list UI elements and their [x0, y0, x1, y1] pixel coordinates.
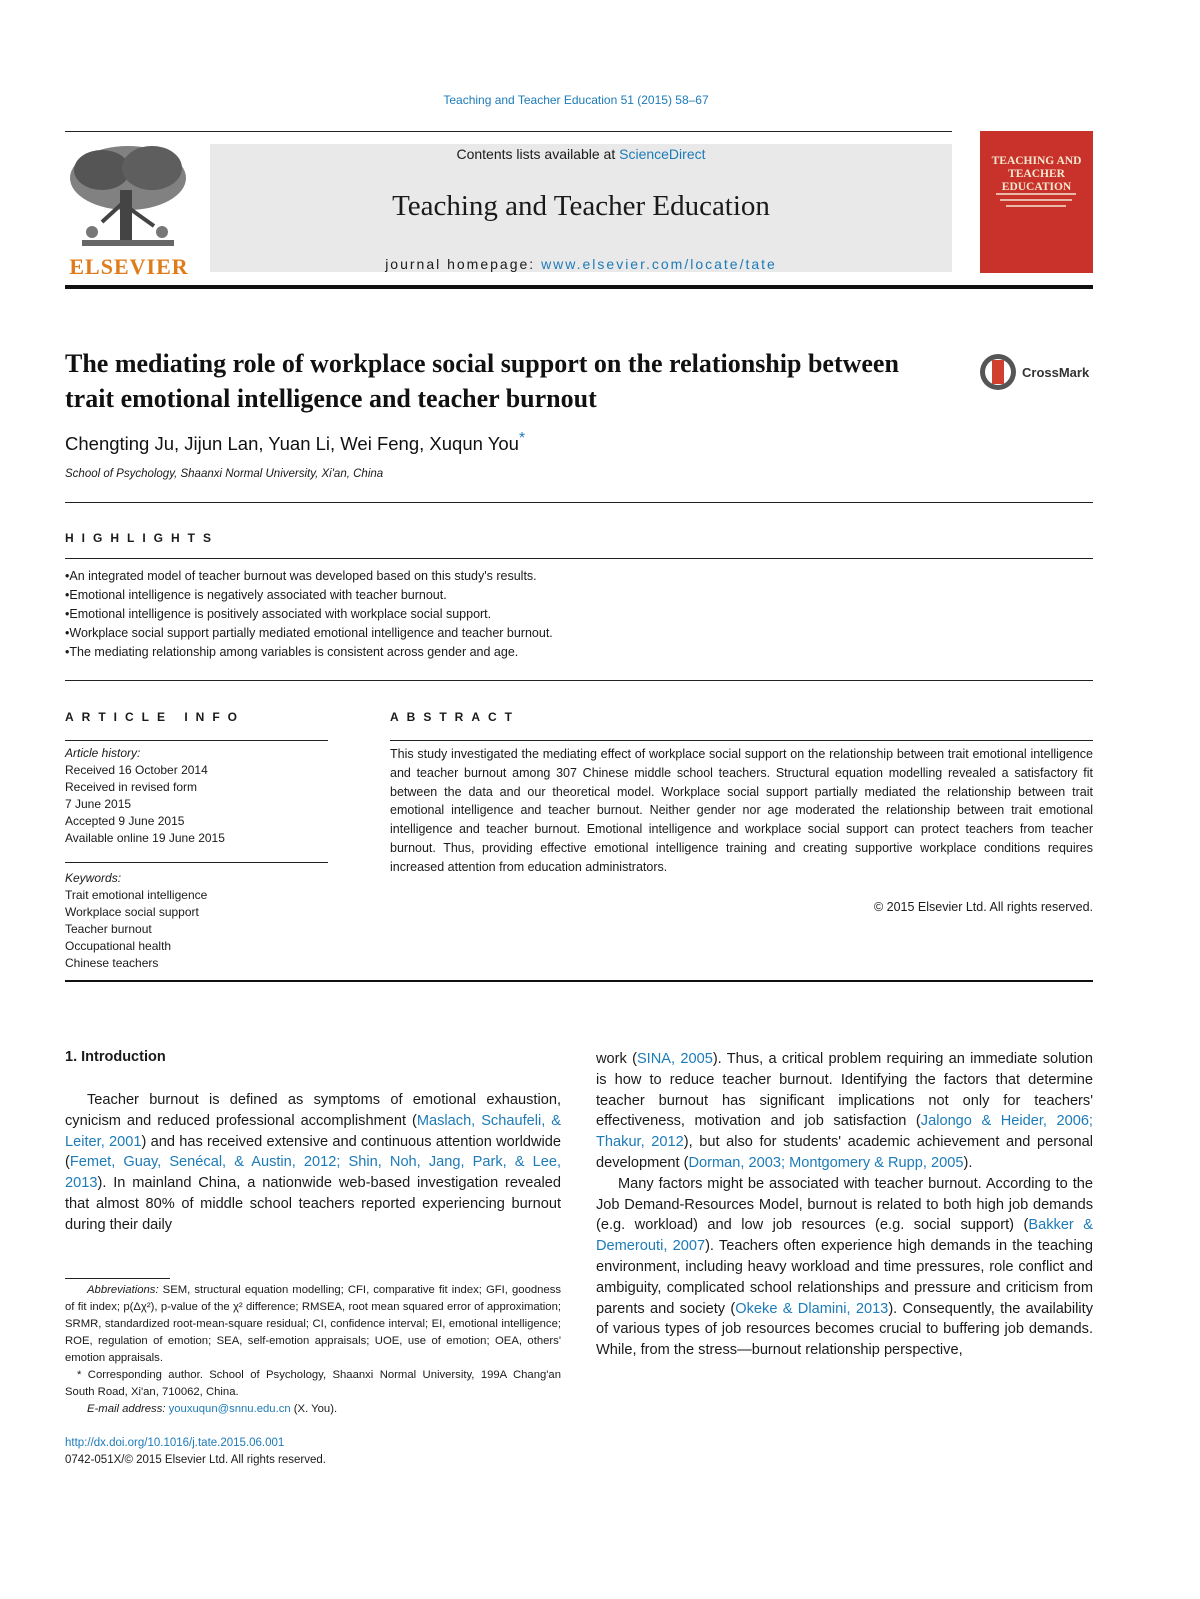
history-entry: 7 June 2015: [65, 797, 132, 811]
abstract-bottom-rule: [65, 980, 1093, 982]
homepage-prefix: journal homepage:: [385, 256, 542, 272]
keyword: Teacher burnout: [65, 922, 152, 936]
intro-paragraph-1-cont: [596, 1049, 1093, 1174]
history-entry: Available online 19 June 2015: [65, 831, 225, 845]
doi-link[interactable]: http://dx.doi.org/10.1016/j.tate.2015.06.001: [65, 1437, 285, 1449]
issn-copyright: 0742-051X/© 2015 Elsevier Ltd. All rights reserved.: [65, 1454, 326, 1466]
article-title: The mediating role of workplace social support on the relationship between trait emotional intelligence and teacher burnout: [65, 349, 899, 413]
keywords-label: Keywords:: [65, 871, 122, 885]
journal-reference[interactable]: Teaching and Teacher Education 51 (2015) 58–67: [443, 93, 709, 107]
section-heading-introduction: 1. Introduction: [65, 1049, 166, 1065]
cover-title: TEACHING AND TEACHER EDUCATION: [991, 155, 1082, 193]
abbreviations-footnote: [65, 1282, 561, 1367]
email-label: E-mail address:: [87, 1403, 169, 1415]
highlight-item: • Emotional intelligence is positively associated with workplace social support.: [65, 605, 553, 624]
cover-line: [996, 193, 1076, 195]
text-run: ) and has received extensive and continuous attention worldwide (: [65, 1133, 561, 1171]
highlights-heading: HIGHLIGHTS: [65, 531, 219, 545]
abbreviations-label: Abbreviations:: [87, 1284, 159, 1296]
intro-paragraph-2: [596, 1174, 1093, 1361]
contents-line: [210, 146, 952, 162]
citation-link[interactable]: Jalongo & Heider, 2006; Thakur, 2012: [596, 1113, 1093, 1151]
crossmark-badge[interactable]: [978, 352, 1098, 392]
highlight-item: • The mediating relationship among variables is consistent across gender and age.: [65, 643, 553, 662]
author-list: [65, 430, 525, 455]
keywords: [65, 870, 207, 972]
elsevier-wordmark: ELSEVIER: [69, 254, 189, 279]
keyword: Workplace social support: [65, 905, 199, 919]
intro-paragraph-1: [65, 1090, 561, 1236]
title-bottom-rule: [65, 502, 1093, 503]
citation-link[interactable]: Bakker & Demerouti, 2007: [596, 1217, 1093, 1255]
email-suffix: (X. You).: [290, 1403, 338, 1415]
corresponding-author-mark[interactable]: *: [518, 430, 525, 447]
abstract-heading: ABSTRACT: [390, 710, 520, 724]
homepage-line: [210, 256, 952, 272]
citation-link[interactable]: Maslach, Schaufeli, & Leiter, 2001: [65, 1112, 561, 1150]
article-history: [65, 745, 225, 847]
text-run: ), but also for students' academic achievement and personal development (: [596, 1134, 1093, 1171]
footnote-rule: [65, 1278, 170, 1279]
header-bottom-rule: [65, 285, 1093, 289]
crossmark-label: CrossMark: [1022, 365, 1090, 380]
citation-link[interactable]: Femet, Guay, Senécal, & Austin, 2012; Shin, Noh, Jang, Park, & Lee, 2013: [65, 1154, 561, 1192]
highlight-item: • Emotional intelligence is negatively associated with teacher burnout.: [65, 586, 553, 605]
abbreviations-text: SEM, structural equation modelling; CFI, comparative fit index; GFI, goodness of fit index; p(Δχ²), p-value of the χ² difference; RMSEA, root mean squared error of approximation; SRMR, standardized root-mean-square residual; CI, confidence interval; EI, emotional intelligence; ROE, regulation of emotion; SEA, self-emotion appraisals; UOE, use of emotion; OEA, others' emotion appraisals.: [65, 1284, 561, 1364]
keyword: Trait emotional intelligence: [65, 888, 208, 902]
citation-link[interactable]: Okeke & Dlamini, 2013: [735, 1300, 889, 1317]
highlights-rule: [65, 558, 1093, 559]
article-info-heading: ARTICLE INFO: [65, 710, 245, 724]
keyword: Chinese teachers: [65, 956, 159, 970]
footnotes: [65, 1282, 561, 1418]
contents-prefix: Contents lists available at: [456, 146, 620, 162]
abstract-body: This study investigated the mediating effect of workplace social support on the relationship between trait emotional intelligence and teacher burnout among 307 Chinese middle school teachers. Structural equation modelling revealed a satisfactory fit between the data and our theoretical model. Workplace social support partially mediated the relationship between trait emotional intelligence and teacher burnout. Neither gender nor age moderated the relationship between trait emotional intelligence and teacher burnout. Emotional intelligence and workplace social support can protect teachers from teacher burnout. Thus, providing effective emotional intelligence training and creating supportive workplace conditions requires increased attention from education administrators.: [390, 747, 1093, 874]
email-footnote: [65, 1401, 561, 1418]
sciencedirect-link[interactable]: ScienceDirect: [619, 146, 706, 162]
cover-line: [1000, 199, 1072, 201]
history-entry: Accepted 9 June 2015: [65, 814, 185, 828]
right-column: [596, 1049, 1093, 1361]
text-run: ). Consequently, the availability of various types of job resources becomes crucial to buffering job demands. While, from the stress—burnout relationship perspective,: [596, 1300, 1093, 1359]
text-run: ).: [963, 1154, 973, 1171]
text-run: work (: [596, 1051, 637, 1067]
journal-cover-thumbnail[interactable]: [980, 131, 1093, 273]
text-run: Many factors might be associated with teacher burnout. According to the Job Demand-Resources Model, burnout is related to both high job demands (e.g. workload) and low job resources (e.g. social support) (: [596, 1175, 1093, 1234]
text-run: ). Thus, a critical problem requiring an immediate solution is how to reduce teacher burnout. Identifying the factors that determine teacher burnout has significant implications not only for teachers' effectiveness, motivation and job satisfaction (: [596, 1051, 1093, 1130]
corresponding-author-footnote: * Corresponding author. School of Psychology, Shaanxi Normal University, 199A Chang'an South Road, Xi'an, 710062, China.: [65, 1369, 561, 1398]
text-run: ). In mainland China, a nationwide web-based investigation revealed that almost 80% of middle school teachers reported experiencing burnout during their daily: [65, 1175, 561, 1233]
affiliation: School of Psychology, Shaanxi Normal University, Xi'an, China: [65, 468, 384, 480]
article-info-rule: [65, 740, 328, 741]
history-entry: Received in revised form: [65, 780, 198, 794]
journal-homepage-link[interactable]: www.elsevier.com/locate/tate: [541, 256, 777, 272]
authors-text: Chengting Ju, Jijun Lan, Yuan Li, Wei Feng, Xuqun You: [65, 433, 519, 455]
highlight-item: • Workplace social support partially mediated emotional intelligence and teacher burnout.: [65, 624, 553, 643]
highlights-bottom-rule: [65, 680, 1093, 681]
text-run: Teacher burnout is defined as symptoms of emotional exhaustion, cynicism and reduced professional accomplishment (: [65, 1092, 561, 1129]
highlights-list: [65, 567, 553, 662]
history-label: Article history:: [65, 746, 141, 760]
citation-link[interactable]: SINA, 2005: [636, 1051, 713, 1067]
citation-link[interactable]: Dorman, 2003; Montgomery & Rupp, 2005: [688, 1154, 964, 1171]
abstract-copyright: © 2015 Elsevier Ltd. All rights reserved.: [873, 900, 1093, 914]
abstract-rule: [390, 740, 1093, 741]
author-email-link[interactable]: youxuqun@snnu.edu.cn: [168, 1403, 291, 1415]
header-top-rule: [65, 131, 952, 132]
journal-title: Teaching and Teacher Education: [392, 190, 770, 222]
cover-line: [1006, 205, 1066, 207]
keyword: Occupational health: [65, 939, 172, 953]
keywords-rule: [65, 862, 328, 863]
history-entry: Received 16 October 2014: [65, 763, 208, 777]
highlight-item: • An integrated model of teacher burnout was developed based on this study's results.: [65, 567, 553, 586]
text-run: ). Teachers often experience high demands in the teaching environment, including heavy workload and time pressures, role conflict and ambiguity, complicated school relationships and pressure and criticism from parents and society (: [596, 1238, 1093, 1317]
